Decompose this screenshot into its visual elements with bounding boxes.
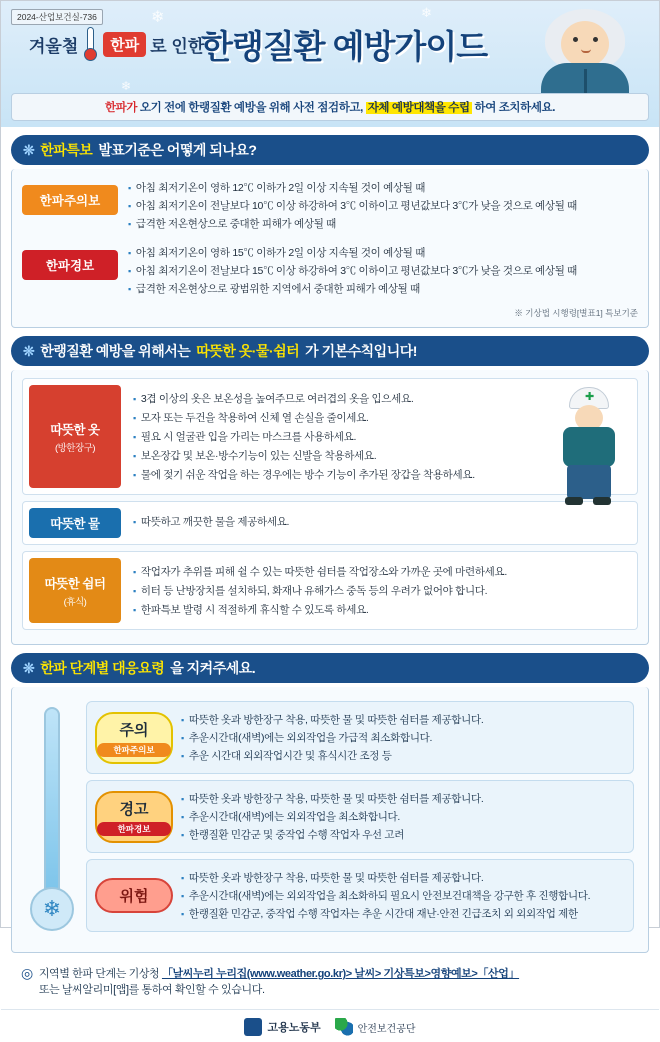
section-stage-response (11, 653, 649, 953)
worker-clothing-illustration (541, 379, 637, 494)
principle-tag-clothing (29, 385, 121, 488)
section3-body (11, 687, 649, 953)
stage-list-wrapper (86, 701, 634, 938)
list-item: ▪ 급격한 저온현상으로 중대한 피해가 예상될 때 (128, 216, 638, 231)
section-cold-wave-criteria (11, 135, 649, 328)
stage-badge-label: 주의 (119, 721, 149, 739)
thermometer-icon (84, 27, 97, 61)
government-emblem-icon (244, 1018, 262, 1036)
criteria-list-warning (118, 242, 638, 299)
info-line2: 또는 날씨알리미[앱]를 통하여 확인할 수 있습니다. (38, 984, 265, 996)
list-item: ▪ 아침 최저기온이 영하 15℃ 이하가 2일 이상 지속될 것이 예상될 때 (128, 245, 638, 260)
list-item: ▪ 따뜻하고 깨끗한 물을 제공하세요. (133, 514, 631, 529)
list-item: ▪ 따뜻한 옷과 방한장구 착용, 따뜻한 물 및 따뜻한 쉼터를 제공합니다. (181, 870, 625, 885)
principle-tag-label: 따뜻한 옷 (50, 422, 100, 437)
criteria-tag-watch: 한파주의보 (22, 185, 118, 215)
stage-wrapper (22, 695, 638, 944)
criteria-row-watch (22, 177, 638, 234)
thermometer-large-icon (26, 701, 78, 938)
stage-row-caution (86, 701, 634, 774)
page-title: 한랭질환 예방가이드 (201, 28, 488, 65)
banner-part-3: 자체 예방대책을 수립 (367, 102, 470, 114)
list-sub-item: ▪ 추운 시간대 외외작업시간 및 휴식시간 조정 등 (181, 748, 625, 763)
list-item: ▪ 급격한 저온현상으로 광범위한 지역에서 중대한 피해가 예상될 때 (128, 281, 638, 296)
principle-tag-shelter (29, 558, 121, 623)
principle-tag-sublabel: (휴식) (63, 596, 87, 608)
principle-list-shelter (127, 552, 637, 629)
magnifier-icon: ◎ (21, 965, 33, 981)
info-bar (11, 959, 649, 1003)
list-item: ▪ 추운시간대(새벽)에는 외외작업을 가급적 최소화합니다. (181, 730, 625, 745)
stage-badge-sublabel: 한파경보 (97, 822, 171, 836)
principle-tag-label: 따뜻한 물 (50, 517, 100, 531)
banner-part-4: 하여 조치하세요. (474, 102, 556, 114)
snowflake-icon: ❄ (421, 5, 432, 20)
snowflake-icon: ❄ (121, 79, 132, 93)
title-row (29, 27, 204, 61)
section2-body (11, 370, 649, 645)
section2-heading-pre: 한랭질환 예방을 위해서는 (40, 343, 191, 359)
header-banner (11, 93, 649, 121)
flake-icon: ❊ (23, 342, 35, 359)
section3-heading (11, 653, 649, 683)
poster-header (1, 1, 659, 127)
section1-heading-emphasis: 한파특보 (40, 142, 93, 158)
snowflake-icon: ❄ (151, 9, 165, 26)
principle-list-clothing (127, 379, 541, 494)
list-item: ▪ 작업자가 추위를 피해 쉴 수 있는 따뜻한 쉼터를 작업장소와 가까운 곳에 마련하세요. (133, 564, 631, 579)
principle-list-water (127, 502, 637, 544)
principle-card-water (22, 501, 638, 545)
logo-kosha (335, 1018, 416, 1036)
section1-body (11, 169, 649, 328)
principle-tag-label: 따뜻한 쉼터 (44, 576, 106, 591)
list-item: ▪ 필요 시 얼굴관 입을 가리는 마스크를 사용하세요. (133, 429, 535, 444)
list-sub-item: ▪ 물에 젖기 쉬운 작업을 하는 경우에는 방수 기능이 추가된 장갑을 착용하세요. (133, 467, 535, 482)
list-sub-item: ▪ 한랭질환 민감군, 중작업 수행 작업자는 추운 시간대 재난·안전 긴급조치 외 외외작업 제한 (181, 906, 625, 921)
title-suffix: 로 인한 (150, 36, 205, 56)
stage-row-warning (86, 780, 634, 853)
banner-part-2: 오기 전에 한랭질환 예방을 위해 사전 점검하고, (139, 102, 363, 114)
list-item: ▪ 보온장갑 및 보온·방수기능이 있는 신발을 착용하세요. (133, 448, 535, 463)
principle-tag-water (29, 508, 121, 538)
list-sub-item: ▪ 한랭질환 민감군 및 중작업 수행 작업자 우선 고려 (181, 827, 625, 842)
banner-part-1: 한파가 (104, 102, 138, 114)
list-sub-item: ▪ 히터 등 난방장치를 설치하되, 화재나 유해가스 중독 등의 우려가 없어야 합니다. (133, 583, 631, 598)
stage-badge-label: 경고 (119, 800, 149, 818)
list-item: ▪ 3겹 이상의 옷은 보온성을 높여주므로 여러겹의 옷을 입으세요. (133, 391, 535, 406)
document-code: 2024-산업보건실-736 (11, 9, 103, 25)
section2-heading (11, 336, 649, 366)
stage-badge-label: 위험 (119, 888, 149, 905)
principle-card-shelter (22, 551, 638, 630)
section-basic-rules (11, 336, 649, 645)
principle-card-clothing (22, 378, 638, 495)
stage-badge-warning (95, 791, 173, 843)
list-item: ▪ 모자 또는 두건을 착용하여 신체 열 손실을 줄이세요. (133, 410, 535, 425)
section3-heading-emphasis: 한파 단계별 대응요령 (40, 660, 165, 676)
list-item: ▪ 한파특보 발령 시 적절하게 휴식할 수 있도록 하세요. (133, 602, 631, 617)
stage-items-danger (181, 867, 625, 924)
criteria-footnote: ※ 기상법 시행령[별표1] 특보기준 (514, 308, 638, 318)
snowflake-icon: ❄ (30, 887, 74, 931)
kosha-emblem-icon (335, 1018, 353, 1036)
list-item: ▪ 따뜻한 옷과 방한장구 착용, 따뜻한 물 및 따뜻한 쉼터를 제공합니다. (181, 791, 625, 806)
list-item: ▪ 아침 최저기온이 영하 12℃ 이하가 2일 이상 지속될 것이 예상될 때 (128, 180, 638, 195)
flake-icon: ❊ (23, 659, 35, 676)
list-item: ▪ 아침 최저기온이 전날보다 10℃ 이상 하강하여 3℃ 이하이고 평년값보다 3℃가 낮을 것으로 예상될 때 (128, 198, 638, 213)
section1-heading (11, 135, 649, 165)
title-prefix: 겨울철 (29, 36, 79, 56)
stage-items-caution (181, 709, 625, 766)
section2-heading-emphasis: 따뜻한 옷·물·쉼터 (196, 343, 300, 359)
stage-items-warning (181, 788, 625, 845)
list-item: ▪ 추운시간대(새벽)에는 외외작업을 최소화합니다. (181, 809, 625, 824)
info-line1-pre: 지역별 한파 단계는 기상청 (38, 968, 162, 980)
flake-icon: ❊ (23, 141, 35, 158)
stage-badge-danger (95, 878, 173, 913)
section3-heading-rest: 을 지켜주세요. (170, 660, 256, 676)
list-item: ▪ 아침 최저기온이 전날보다 15℃ 이상 하강하여 3℃ 이하이고 평년값보다 3℃가 낮을 것으로 예상될 때 (128, 263, 638, 278)
poster-footer (1, 1009, 659, 1042)
footer-kosha-label: 안전보건공단 (357, 1023, 416, 1035)
criteria-list-watch (118, 177, 638, 234)
stage-row-danger (86, 859, 634, 932)
footer-gov-label: 고용노동부 (267, 1022, 321, 1034)
stage-badge-sublabel: 한파주의보 (97, 743, 171, 757)
title-chip: 한파 (103, 32, 146, 57)
list-item: ▪ 추운시간대(새벽)에는 외외작업을 최소화하되 필요시 안전보건대책을 강구한 후 진행합니다. (181, 888, 625, 903)
stage-badge-caution (95, 712, 173, 764)
list-item: ▪ 따뜻한 옷과 방한장구 착용, 따뜻한 물 및 따뜻한 쉼터를 제공합니다. (181, 712, 625, 727)
info-line1-emphasis[interactable]: 「날씨누리 누리집(www.weather.go.kr)> 날씨> 기상특보>영향예보>「산업」 (161, 968, 520, 980)
principle-tag-sublabel: (방한장구) (54, 442, 96, 454)
logo-ministry-of-employment-and-labor (244, 1018, 320, 1036)
criteria-tag-warning: 한파경보 (22, 250, 118, 280)
criteria-row-warning (22, 242, 638, 299)
section2-heading-post: 가 기본수칙입니다! (305, 343, 417, 359)
section1-heading-rest: 발표기준은 어떻게 되나요? (98, 142, 257, 158)
